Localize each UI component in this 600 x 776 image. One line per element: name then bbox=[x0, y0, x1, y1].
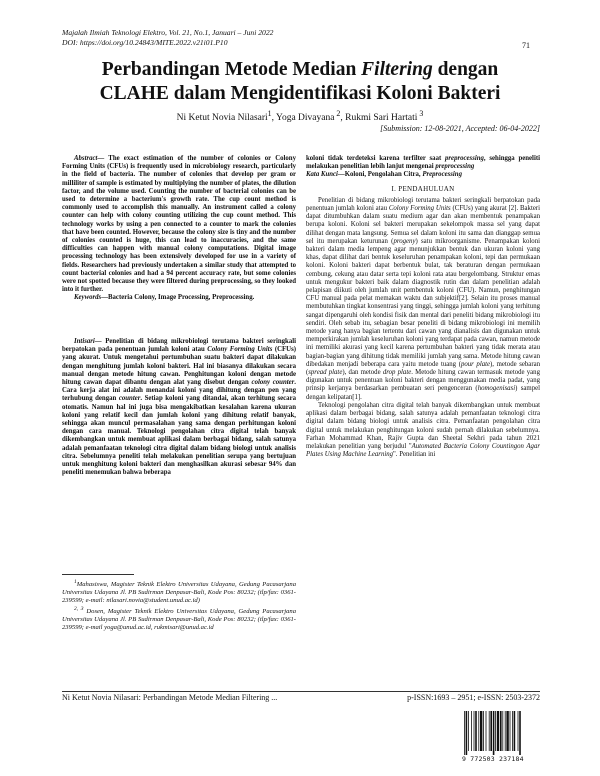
barcode-bar bbox=[505, 711, 506, 751]
barcode-bar bbox=[486, 711, 487, 751]
barcode-bar bbox=[495, 711, 496, 751]
barcode-bar bbox=[478, 711, 479, 751]
kata-kunci-label: Kata Kunci bbox=[306, 171, 338, 179]
barcode-bar bbox=[464, 711, 465, 755]
author-3: Rukmi Sari Hartati bbox=[345, 113, 418, 124]
journal-line: Majalah Ilmiah Teknologi Elektro, Vol. 21, No.1, Januari – Juni 2022 bbox=[62, 28, 274, 37]
submission-dates: [Submission: 12-08-2021, Accepted: 06-04-2022] bbox=[380, 124, 540, 133]
footnote-1: Mahasiswa, Magister Teknik Elektro Universitas Udayana, Gedung Pacasarjana Universitas Udayana Jl. PB Sudirman Denpasar-Bali, Kode Pos: 80232; (tlp/fax: 0361-239599; e-mail: nilasari.novia@student.unud.ac.id) bbox=[62, 581, 296, 605]
footnotes bbox=[62, 578, 296, 632]
barcode-bar bbox=[493, 711, 495, 755]
footer-left: Ni Ketut Novia Nilasari: Perbandingan Metode Median Filtering ... bbox=[62, 693, 278, 702]
barcode-bar bbox=[497, 711, 499, 751]
p1-i4: spread plate bbox=[308, 369, 343, 377]
title-line2: CLAHE dalam Mengidentifikasi Koloni Bakteri bbox=[99, 83, 501, 104]
p1-i6: homogenisasi bbox=[477, 385, 516, 393]
title-italic: Filtering bbox=[361, 59, 433, 80]
author-sep-2: , bbox=[340, 113, 346, 124]
barcode-bar bbox=[475, 711, 477, 751]
p1-g: ) sampel dengan kelipatan[1]. bbox=[306, 385, 541, 401]
author-2-mark: 2 bbox=[334, 109, 341, 118]
abstract-text: — The exact estimation of the number of colonies or Colony Forming Units (CFUs) is frequently used in microbiology research, particularly in the field of bacteria. The number of colonies that develop per gram or milliliter of sample is estimated by multiplying the number of plates, the dilution factor, and the volume used. Counting the number of bacterial colonies can be used to determine a bacterium's growth rate. The cup count method is commonly used to accomplish this manually. An instrument called a colony counter can help with colony counting utilizing the cup count method. This technology works by using a pen connected to a counter to mark the colonies that have been counted. However, because the colony size is tiny and the number of colonies counted is huge, this can lead to inaccuracies, and the same difficulties can happen with manual colony computations. Digital image processing technology has been extensively developed for use in a variety of fields. Researchers had previously undertaken a similar study that attempted to count bacterial colonies and had a 94 percent accuracy rate, but some colonies were not spotted because they were filtered during preprocessing, so they looked into it further. bbox=[62, 155, 296, 294]
barcode-bar bbox=[518, 711, 519, 751]
barcode-bar bbox=[468, 711, 469, 751]
intisari-italic-2: colony counter bbox=[251, 379, 295, 387]
p1-e: ), dan metode bbox=[342, 369, 383, 377]
barcode-bar bbox=[500, 711, 502, 751]
footer-right: p-ISSN:1693 – 2951; e-ISSN: 2503-2372 bbox=[407, 693, 540, 702]
footnote-rule bbox=[62, 574, 134, 575]
keywords-label: Keywords bbox=[74, 294, 102, 302]
footnote-1-mark: 1 bbox=[74, 579, 77, 585]
barcode-bar bbox=[483, 711, 484, 751]
p2-a: Teknologi pengolahan citra digital telah banyak dikembangkan untuk membuat aplikasi dalam berbagai bidang, salah satunya adalah pemanfaatan teknologi citra digital dalam bidang biologi untuk analisis citra. Pemanfaatan pengolahan citra digital untuk melakukan penghitungan koloni sudah pernah dilakukan sebelumnya. Farhan Mohammad Khan, Rajiv Gupta dan Sheetal Sekhri pada tahun 2021 melakukan penelitian yang berjudul " bbox=[306, 401, 540, 450]
abstract bbox=[62, 155, 296, 303]
barcode-bars bbox=[462, 711, 542, 755]
issn-barcode bbox=[462, 711, 542, 763]
intisari-label: Intisari bbox=[74, 338, 95, 345]
barcode-bar bbox=[510, 711, 511, 751]
intisari-text-4: . Setiap koloni yang ditandai, akan terhitung secara otomatis. Namun hal ini juga bisa mengakibatkan kesalahan karena ukuran koloni yang relatif kecil dan jumlah koloni yang dihitung relatif banyak, sehingga akan muncul permasalahan yang sama dengan perhitungan koloni dengan cara manual. Teknologi pengolahan citra digital telah banyak dikembangkan untuk membuat aplikasi dalam berbagai bidang, salah satunya adalah pemanfaatan teknologi citra digital dalam bidang biologi untuk analisis citra. Sebelumnya peneliti telah melakukan penelitian serupa yang bertujuan untuk menghitung koloni bakteri dan menghasilkan akurasi sebesar 94% dan peneliti menemukan bahwa beberapa bbox=[62, 395, 297, 477]
intro-paragraph-1 bbox=[306, 197, 540, 402]
kata-kunci bbox=[306, 171, 540, 179]
author-1-mark: 1 bbox=[267, 109, 272, 118]
title-part1: Perbandingan Metode Median bbox=[101, 59, 362, 80]
running-header bbox=[62, 28, 273, 48]
barcode-bar bbox=[489, 711, 490, 751]
author-2: Yoga Divayana bbox=[276, 113, 335, 124]
cont-text-2: , sehingga peneliti melakukan penelitian lebih lanjut mengenai bbox=[306, 155, 540, 171]
cont-italic-1: preprocessing bbox=[445, 155, 484, 162]
p1-i1: Colony Forming Units bbox=[388, 205, 451, 213]
right-column bbox=[306, 155, 540, 459]
p1-f: . Metode hitung cawan termasuk metode yang digunakan untuk penentuan koloni bakteri dengan menggunakan media padat, yang prinsip kerjanya berdasarkan pembuatan seri pengenceran ( bbox=[306, 369, 540, 393]
p1-b: (CFUs) yang akurat [2]. Bakteri dapat ditumbuhkan dalam suatu medium agar dan akan membentuk penampakan berupa koloni. Koloni sel bakteri merupakan sekelompok massa sel yang dapat dilihat dengan mata langsung. Semua sel dalam koloni itu sama dan dianggap semua sel itu merupakan keturunan ( bbox=[306, 205, 541, 245]
barcode-bar bbox=[519, 711, 521, 755]
doi-line: DOI: https://doi.org/10.24843/MITE.2022.v21i01.P10 bbox=[62, 38, 228, 47]
barcode-bar bbox=[506, 711, 508, 751]
barcode-bar bbox=[502, 711, 503, 751]
p2-i: Automated Bacteria Colony Countingon Agar Plates Using Machine Learning bbox=[306, 442, 540, 459]
p1-i3: pour plate bbox=[460, 360, 491, 368]
intisari-italic-1: Colony Forming Units bbox=[207, 346, 273, 354]
title-part2: dengan bbox=[432, 59, 499, 80]
footnote-2-mark: 2, 3 bbox=[74, 606, 84, 613]
intisari-italic-3: counter bbox=[118, 395, 141, 403]
intisari-text-3: . Cara kerja alat ini adalah menandai koloni yang dihitung dengan pen yang terhubung dengan bbox=[62, 379, 296, 403]
author-1: Ni Ketut Novia Nilasari bbox=[176, 113, 268, 124]
intro-paragraph-2 bbox=[306, 402, 540, 459]
barcode-bar bbox=[514, 711, 516, 751]
author-3-mark: 3 bbox=[417, 109, 424, 118]
cont-italic-2: preprocessing bbox=[435, 163, 475, 171]
intisari-text-1: — Penelitian di bidang mikrobiologi terutama bakteri seringkali berpatokan pada penentuan jumlah koloni atau bbox=[62, 338, 296, 354]
barcode-bar bbox=[490, 711, 492, 751]
cont-text-1: koloni tidak terdeteksi karena terfilter saat bbox=[306, 155, 446, 162]
p1-i5: drop plate bbox=[382, 369, 412, 377]
section-heading: I. PENDAHULUAN bbox=[391, 184, 455, 193]
barcode-bar bbox=[471, 711, 472, 751]
kata-kunci-italic: Preprocessing bbox=[422, 171, 462, 179]
author-list bbox=[60, 109, 540, 123]
barcode-bar bbox=[512, 711, 513, 751]
barcode-bar bbox=[474, 711, 475, 751]
p2-b: ". Penelitian ini bbox=[393, 451, 436, 459]
paper-title bbox=[40, 58, 560, 106]
intisari bbox=[62, 338, 296, 477]
kata-kunci-text: —Koloni, Pengolahan Citra, bbox=[337, 171, 423, 179]
p1-c: ) satu mikroorganisme. Penampakan koloni bakteri dalam media lempeng agar menunjukkan bentuk dan ukuran koloni yang khas, dapat dilihat dari bentuk keseluruhan penampakan koloni, tepi dan permukaan koloni. Koloni bakteri dapat berbentuk bulat, tak beraturan dengan permukaan cembung, cekung atau datar serta tepi koloni rata atau bergelombang. Struktur emas untuk mengukur bakteri baik dalam diagnostik rutin dan dalam penelitian adalah pelapisan diikuti oleh jumlah unit pembentuk koloni (CFU). Namun, penghitungan CFU manual pada pelat memakan waktu dan subjektif[2]. Selain itu proses manual membutuhkan tingkat konsentrasi yang tinggi, sehingga jumlah koloni yang terhitung sangat dipengaruhi oleh kondisi fisik dan mental dari peneliti bidang mikrobiologi itu sendiri. Oleh sebab itu, sebagian besar peneliti di bidang mikrobiologi ini memilih metode yang hanya bagian tertentu dari cawan yang dianalisis dan digunakan untuk memperkirakan jumlah keseluruhan koloni yang terdapat pada cawan, namun metode ini memiliki akurasi yang kecil karena pertumbuhan bakteri yang tidak merata atau bagian-bagian yang dihitung tidak memiliki jumlah yang sama. Metode hitung cawan dibedakan menjadi beberapa cara yaitu metode tuang ( bbox=[306, 237, 540, 368]
barcode-digits: 9 772503 237184 bbox=[462, 755, 524, 763]
p1-d: ), metode sebaran ( bbox=[306, 360, 540, 377]
barcode-bar bbox=[480, 711, 482, 751]
intisari-text-2: (CFUs) yang akurat. Untuk mengetahui pertumbuhan suatu bakteri dapat dilakukan dengan menghitung jumlah koloni bakteri. Hal ini biasanya dilakukan secara manual dengan metode hitung cawan. Penghitungan koloni dengan metode hitung cawan dapat dibantu dengan alat yang disebut dengan bbox=[62, 346, 296, 387]
barcode-bar bbox=[466, 711, 468, 755]
intisari-continuation bbox=[306, 155, 540, 171]
footer-rule bbox=[62, 691, 540, 692]
footnote-2: Dosen, Magister Teknik Elektro Universitas Udayana, Gedung Pacasarjana Universitas Udayana Jl. PB Sudirman Denpasar-Bali, Kode Pos: 80232; (tlp/fax: 0361-239599; e-mail yoga@unud.ac.id, rukmisari@unud.ac.id bbox=[62, 608, 296, 632]
p1-a: Penelitian di bidang mikrobiologi terutama bakteri seringkali berpatokan pada penentuan jumlah koloni atau bbox=[306, 196, 540, 213]
page-number: 71 bbox=[522, 41, 530, 50]
abstract-label: Abstract bbox=[74, 155, 98, 162]
p1-i2: progeny bbox=[393, 237, 416, 245]
author-sep-1: , bbox=[271, 113, 277, 124]
keywords-text: —Bacteria Colony, Image Processing, Preprocessing. bbox=[101, 294, 255, 302]
